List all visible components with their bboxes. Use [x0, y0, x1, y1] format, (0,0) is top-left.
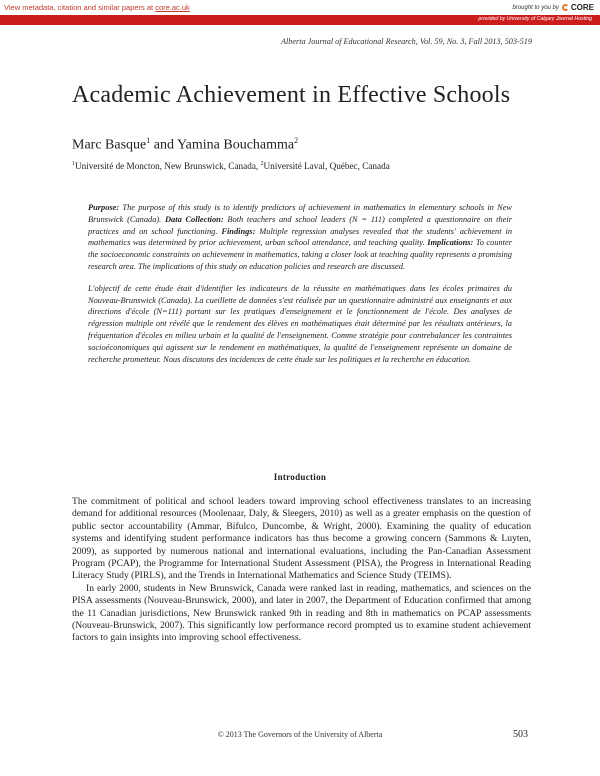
author-2-sup: 2	[294, 136, 299, 145]
author-2: Yamina Bouchamma	[176, 137, 295, 153]
abstract	[88, 202, 512, 375]
data-collection-label: Data Collection:	[165, 214, 224, 224]
data-collection-text: Both teachers and school leaders (N = 111) completed a questionnaire on their practices and on school functioning.	[88, 214, 512, 236]
affiliation-2-sup: 2	[260, 161, 264, 167]
paper-title: Academic Achievement in Effective Schools	[72, 82, 511, 108]
page-footer	[0, 730, 600, 744]
brought-to-you-text: brought to you by	[512, 4, 559, 11]
affiliations	[72, 161, 390, 171]
page-number: 503	[513, 729, 528, 740]
core-logo-icon	[562, 4, 569, 11]
core-logo	[562, 3, 594, 12]
implications-label: Implications:	[427, 238, 474, 248]
body-paragraph: In early 2000, students in New Brunswick, Canada were ranked last in reading, mathematics, and sciences on the PISA assessments (Nouveau-Brunswick, 2000), and later in 2007, the Department of Education confirmed that among the 11 Canadian jurisdictions, New Brunswick ranked 9th in reading and 8th in mathematics on PCAP assessments (Nouveau-Brunswick, 2007). This significantly low performance record prompted us to examine student achievement factors to gain insights into improving school effectiveness.	[72, 582, 531, 644]
author-1-sup: 1	[146, 136, 151, 145]
core-logo-text: CORE	[570, 3, 594, 12]
purpose-text: The purpose of this study is to identify predictors of achievement in mathematics in elementary schools in New Brunswick (Canada).	[88, 203, 512, 224]
author-list	[72, 136, 298, 154]
body-paragraph: The commitment of political and school leaders toward improving school effectiveness translates to an increasing demand for additional resources (Moolenaar, Daly, & Sleegers, 2010) as well as a greater emphasis on the question of public sector accountability (Ammar, Bifulco, Duncombe, & Wright, 2000). Examining the quality of education systems and identifying student performance indicators has thus become a growing concern (Sammons & Luyten, 2009), as supported by numerous national and international evaluations, including the Pan-Canadian Assessment Program (PCAP), the Programme for International Student Assessment (PISA), the Progress in International Reading Literacy Study (PIRLS), and the Trends in International Mathematics and Science Study (TEIMS).	[72, 496, 531, 582]
top-banner	[0, 0, 600, 15]
implications-text: To counter the socioeconomic constraints on achievement in mathematics, taking a closer look at teaching quality represents a promising research area. The implications of this study on education policies and research are discussed.	[88, 238, 512, 271]
author-1: Marc Basque	[72, 137, 147, 153]
findings-label: Findings:	[221, 226, 256, 236]
section-heading-introduction: Introduction	[273, 472, 327, 482]
abstract-english	[88, 202, 512, 273]
purpose-label: Purpose:	[88, 203, 120, 212]
core-badge[interactable]	[513, 3, 595, 12]
author-joiner: and	[150, 137, 177, 153]
provided-by-text[interactable]: provided by University of Calgary Journal Hosting	[478, 16, 592, 22]
metadata-link-site: core.ac.uk	[155, 3, 190, 12]
affiliation-2: Université Laval, Québec, Canada	[263, 161, 390, 172]
metadata-link[interactable]	[4, 3, 190, 12]
affiliation-1: Université de Moncton, New Brunswick, Canada,	[75, 161, 261, 172]
copyright-notice: © 2013 The Governors of the University of Alberta	[217, 730, 383, 739]
metadata-link-prefix: View metadata, citation and similar papers at	[4, 3, 156, 12]
introduction-body	[72, 496, 531, 645]
abstract-french: L'objectif de cette étude était d'identifier les indicateurs de la réussite en mathématiques dans les écoles primaires du Nouveau-Brunswick (Canada). La cueillette de données s'est réalisée par un questionnaire administré aux enseignants et aux directions d'école (N=111) portant sur les pratiques d'enseignement et le fonctionnement de l'école. Des analyses de régression multiple ont révélé que le rendement des élèves en mathématiques était déterminé par les résultats antérieurs, la fréquentation d'écoles en milieu urbain et la qualité de l'enseignement. Comme stratégie pour contrebalancer les contraintes socioéconomiques qui agissent sur le rendement en mathématiques, la qualité de l'enseignement représente un domaine de recherche prometteur. Nous discutons des incidences de cette étude sur les politiques et la recherche en éducation.	[88, 283, 512, 364]
journal-citation: Alberta Journal of Educational Research, Vol. 59, No. 3, Fall 2013, 503-519	[281, 37, 532, 46]
affiliation-1-sup: 1	[72, 161, 75, 167]
findings-text: Multiple regression analyses revealed that the students' achievement in mathematics was determined by prior achievement, urban school attendance, and teaching quality.	[88, 226, 513, 248]
